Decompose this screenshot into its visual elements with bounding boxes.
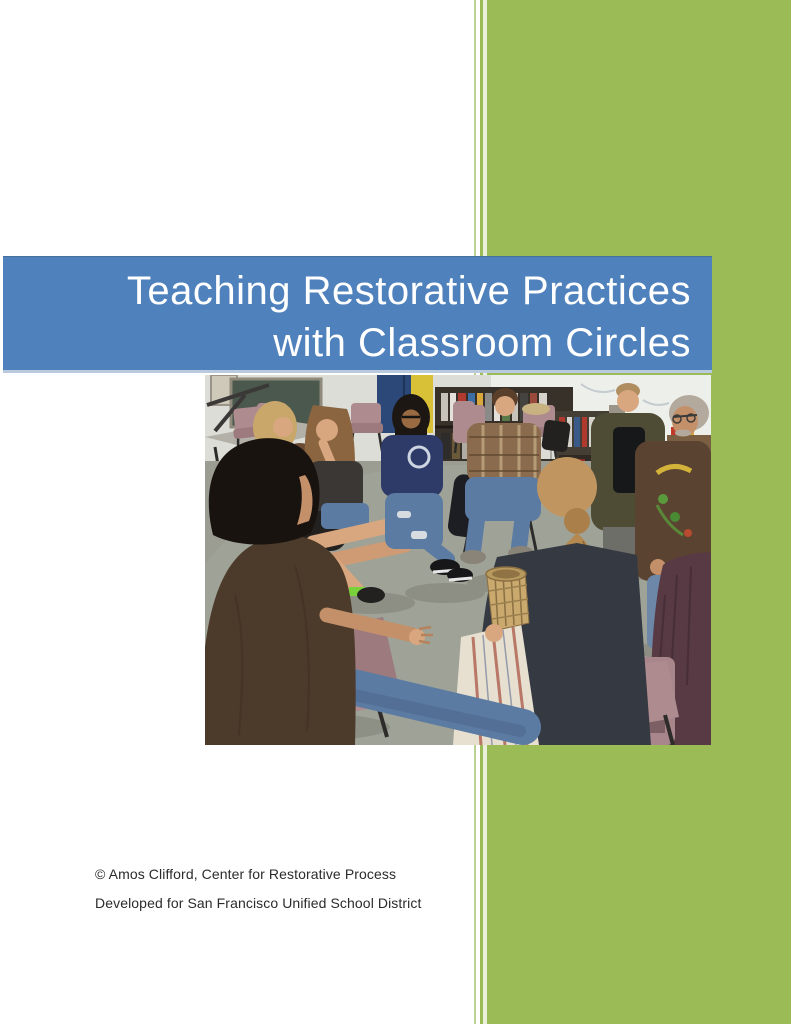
document-title-line1: Teaching Restorative Practices	[126, 269, 691, 313]
cover-photo	[205, 375, 711, 745]
title-banner	[3, 256, 712, 373]
title-block	[3, 256, 712, 369]
credit-line-author: © Amos Clifford, Center for Restorative Process	[95, 866, 397, 882]
credit-line-developed: Developed for San Francisco Unified School District	[95, 895, 422, 911]
credits	[95, 866, 421, 924]
document-title-line2: with Classroom Circles	[273, 321, 691, 365]
classroom-circle-illustration	[205, 375, 711, 745]
